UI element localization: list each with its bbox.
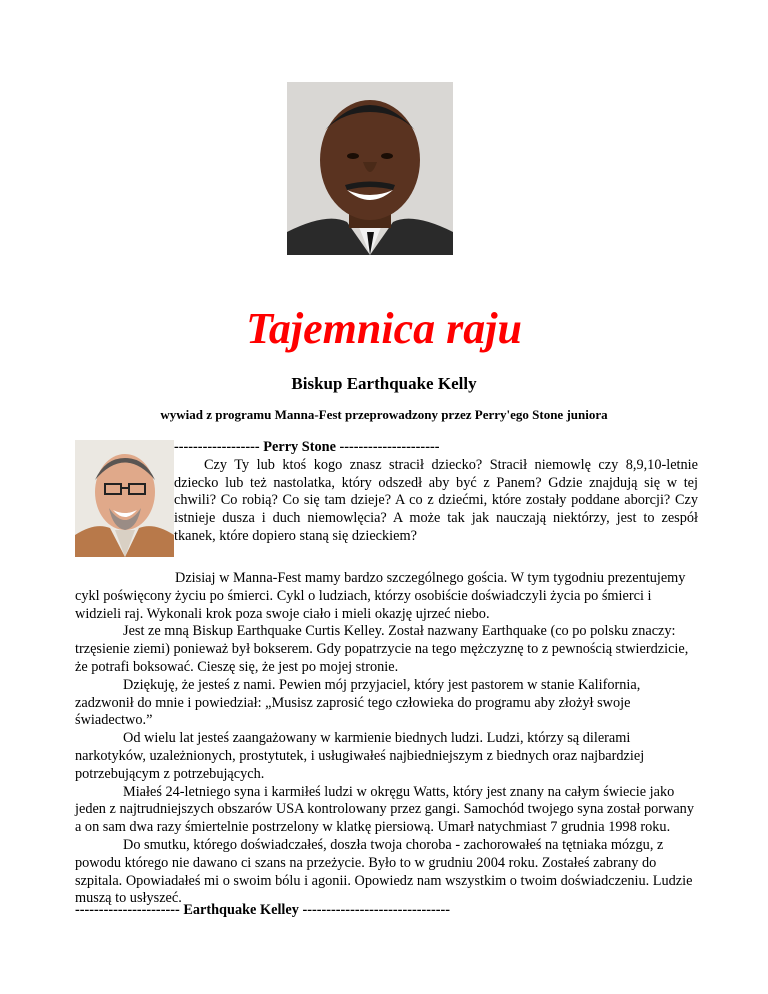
speaker-heading-earthquake-kelley: ---------------------- Earthquake Kelley ------------------------------- — [75, 902, 451, 918]
document-title: Tajemnica raju — [246, 304, 522, 353]
document-subtitle: Biskup Earthquake Kelly — [291, 374, 477, 393]
portrait-photo-earthquake-kelly — [287, 82, 453, 255]
portrait-photo-perry-stone — [75, 440, 174, 557]
speaker-heading-perry-stone: ------------------ Perry Stone --------------------- — [174, 439, 440, 455]
body-paragraph: Dzisiaj w Manna-Fest mamy bardzo szczególnego gościa. W tym tygodniu prezentujemy cykl poświęcony życiu po śmierci. Cykl o ludziach, którzy osobiście doświadczyli życia po śmierci i widzieli raj. Wykonali krok poza swoje ciało i mieli okazję ujrzeć niebo. — [75, 570, 686, 622]
perry-stone-intro — [174, 439, 698, 546]
body-paragraph: Do smutku, którego doświadczałeś, doszła twoja choroba - zachorowałeś na tętniaka mózgu, z powodu którego nie dawano ci szans na przeżycie. Było to w grudniu 2004 roku. Zostałeś zabrany do szpitala. Opowiadałeś mi o swoim bólu i agonii. Opowiedz nam wszystkim o twoim doświadczeniu. Ludzie muszą to usłyszeć. — [75, 836, 693, 907]
body-paragraph: Miałeś 24-letniego syna i karmiłeś ludzi w okręgu Watts, który jest znany na całym świecie jako jeden z najtrudniejszych obszarów USA kontrolowany przez gangi. Samochód twojego syna został porwany a on sam dwa razy śmiertelnie postrzelony w klatkę piersiową. Umarł natychmiast 7 grudnia 1998 roku. — [75, 783, 694, 836]
intro-paragraph: Czy Ty lub ktoś kogo znasz stracił dziecko? Stracił niemowlę czy 8,9,10-letnie dziecko lub też nastolatka, który odszedł aby być z Panem? Gdzie znajdują się w tej chwili? Co robią? Co się tam dzieje? A co z dziećmi, które zostały poddane aborcji? Czy istnieje dusza i duch niemowlęcia? A może tak jak nauczają niektórzy, jest to zespół tkanek, które dopiero staną się dzieckiem? — [174, 456, 698, 544]
body-paragraph: Jest ze mną Biskup Earthquake Curtis Kelley. Został nazwany Earthquake (co po polsku znaczy: trzęsienie ziemi) ponieważ był bokserem. Gdy popatrzycie na tego mężczyznę to z pewnością stwierdzicie, że potrafi boksować. Cieszę się, że jest po mojej stronie. — [75, 623, 689, 675]
body-paragraph: Od wielu lat jesteś zaangażowany w karmienie biednych ludzi. Ludzi, którzy są dilerami narkotyków, uzależnionych, prostytutek, i usługiwałeś najbiedniejszym z biednych oraz najbardziej potrzebującym z potrzebujących. — [75, 730, 645, 782]
interview-body — [75, 570, 698, 908]
interview-attribution: wywiad z programu Manna-Fest przeprowadzony przez Perry'ego Stone juniora — [160, 407, 608, 422]
body-paragraph: Dziękuję, że jesteś z nami. Pewien mój przyjaciel, który jest pastorem w stanie Kalifornia, zadzwonił do mnie i powiedział: „Musisz zaprosić tego człowieka do programu aby złożył swoje świadectwo.” — [75, 676, 641, 729]
